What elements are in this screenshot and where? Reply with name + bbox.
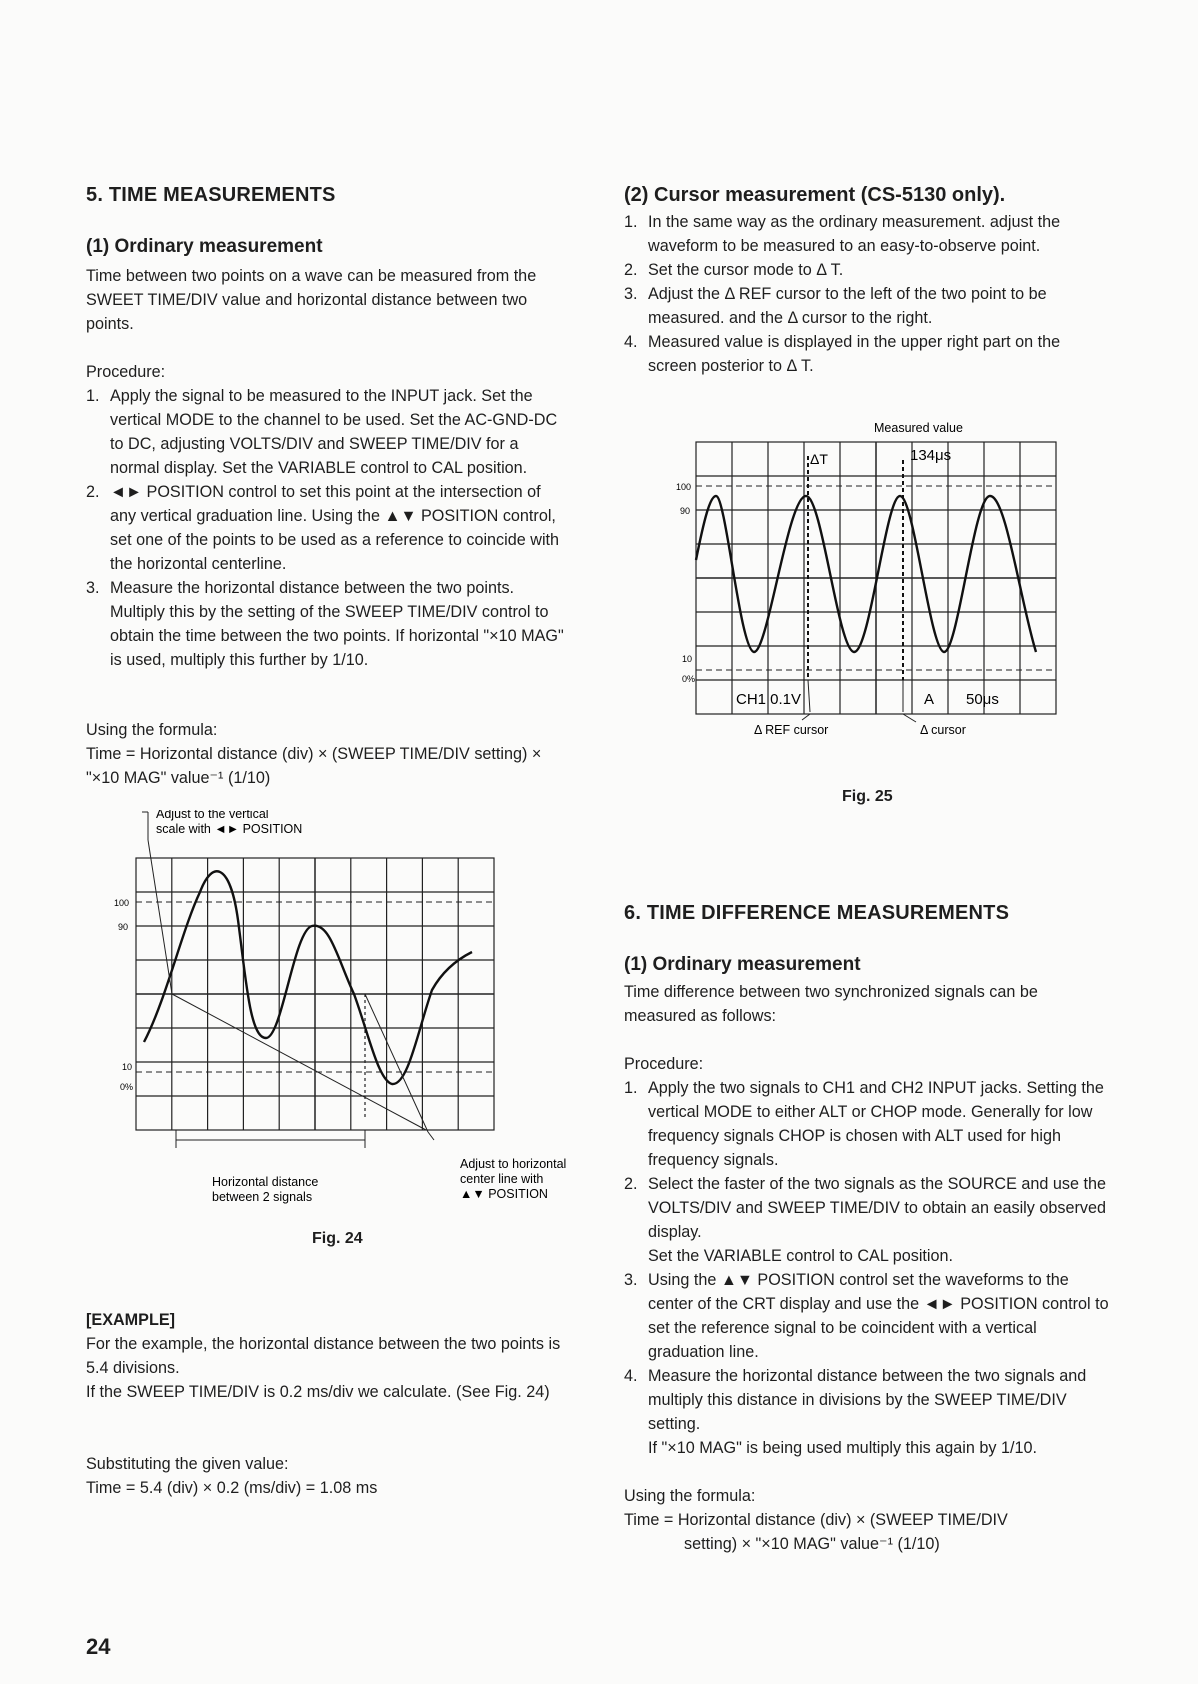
- step-number: 3.: [624, 1271, 638, 1289]
- fig25-label-100: 100: [676, 482, 692, 492]
- fig24-label-10: 10: [122, 1062, 133, 1072]
- step-number: 3.: [86, 579, 100, 597]
- step-text: Set the cursor mode to Δ T.: [648, 261, 844, 279]
- step-text: If "×10 MAG" is being used multiply this again by 1/10.: [648, 1439, 1037, 1457]
- list-item: [624, 258, 1104, 282]
- list-item: [624, 1268, 1112, 1364]
- section6-formula-line-1: Time = Horizontal distance (div) × (SWEEP TIME/DIV: [624, 1511, 1008, 1529]
- section5-steps: [86, 384, 570, 672]
- list-item: [624, 1364, 1112, 1436]
- step-text: Measure the horizontal distance between the two points. Multiply this by the setting of the SWEEP TIME/DIV control to obtain the time between the two points. If horizontal "×10 MAG" is used, multiply this further by 1/10.: [110, 579, 564, 669]
- fig25-ref-cursor-label: Δ REF cursor: [754, 723, 829, 737]
- fig24-label-adjust-h-3: ▲▼ POSITION: [460, 1187, 548, 1201]
- list-item: [624, 282, 1104, 330]
- example-label: [EXAMPLE]: [86, 1311, 176, 1329]
- fig25-label-10: 10: [682, 654, 693, 664]
- fig25-waveform: [696, 496, 1036, 652]
- step-number: 2.: [624, 261, 638, 279]
- step-number: 1.: [624, 1079, 638, 1097]
- list-item: [624, 1436, 1112, 1460]
- step-number: 1.: [86, 387, 100, 405]
- fig24-label-hdist-1: Horizontal distance: [212, 1175, 319, 1189]
- step-text: Measured value is displayed in the upper right part on the screen posterior to Δ T.: [648, 333, 1061, 375]
- fig25-delta-t: ΔT: [810, 451, 828, 467]
- fig24-label-90: 90: [118, 922, 129, 932]
- fig24-caption: Fig. 24: [312, 1230, 363, 1247]
- fig25-timebase: 50μs: [966, 691, 999, 708]
- section5-sub2-heading: (2) Cursor measurement (CS-5130 only).: [624, 184, 1006, 206]
- list-item: [86, 576, 570, 672]
- step-text: Select the faster of the two signals as the SOURCE and use the VOLTS/DIV and SWEEP TIME/DIV to obtain an easily observed display.: [648, 1175, 1106, 1241]
- step-number: 2.: [86, 483, 100, 501]
- section6-formula-line-2: setting) × "×10 MAG" value⁻¹ (1/10): [684, 1535, 940, 1553]
- step-text: Apply the signal to be measured to the INPUT jack. Set the vertical MODE to the channel to be used. Set the AC-GND-DC to DC, adjusting VOLTS/DIV and SWEEP TIME/DIV for a normal display. Set the VARIABLE control to CAL position.: [110, 387, 558, 477]
- list-item: [86, 480, 570, 576]
- step-text: Measure the horizontal distance between the two signals and multiply this distance in divisions by the SWEEP TIME/DIV setting.: [648, 1367, 1087, 1433]
- section5-formula: Time = Horizontal distance (div) × (SWEEP TIME/DIV setting) × "×10 MAG" value⁻¹ (1/10): [86, 745, 542, 787]
- fig24-label-100: 100: [114, 898, 130, 908]
- fig25-delta-cursor-label: Δ cursor: [920, 723, 966, 737]
- list-item: [624, 1172, 1112, 1244]
- fig25-label-0: 0%: [682, 674, 696, 684]
- step-text: ◄► POSITION control to set this point at the intersection of any vertical graduation line. Using the ▲▼ POSITION control, set one of the points to be used as a reference to coincide with the horizontal centerline.: [110, 483, 560, 573]
- step-number: 4.: [624, 1367, 638, 1385]
- step-number: 2.: [624, 1175, 638, 1193]
- fig25-label-90: 90: [680, 506, 691, 516]
- fig24-label-adjust-h-1: Adjust to horizontal: [460, 1157, 567, 1171]
- step-text: In the same way as the ordinary measurement. adjust the waveform to be measured to an easy-to-observe point.: [648, 213, 1061, 255]
- fig24-label-0: 0%: [120, 1082, 134, 1092]
- step-text: Using the ▲▼ POSITION control set the waveforms to the center of the CRT display and use the ◄► POSITION control to set the reference signal to be coincident with a vertical graduation line.: [648, 1271, 1109, 1361]
- fig25-leader-lines: [802, 680, 916, 722]
- step-number: 3.: [624, 285, 638, 303]
- example-text-2: If the SWEEP TIME/DIV is 0.2 ms/div we calculate. (See Fig. 24): [86, 1383, 550, 1401]
- step-number: 4.: [624, 333, 638, 351]
- fig25-ch1-readout: CH1 0.1V: [736, 691, 802, 708]
- fig25-a-label: A: [924, 691, 935, 708]
- fig24-graticule: [136, 858, 494, 1130]
- list-item: [624, 1076, 1112, 1172]
- fig24-label-adjust-h-2: center line with: [460, 1172, 544, 1186]
- subst-label: Substituting the given value:: [86, 1455, 289, 1473]
- subst-formula: Time = 5.4 (div) × 0.2 (ms/div) = 1.08 ms: [86, 1479, 378, 1497]
- fig24-label-adjust-vertical: Adjust to the vertical: [156, 810, 269, 821]
- section5-2-steps: [624, 210, 1104, 378]
- section5-intro: Time between two points on a wave can be measured from the SWEET TIME/DIV value and horizontal distance between two points.: [86, 267, 537, 333]
- list-item: [624, 1244, 1112, 1268]
- fig24-label-hdist-2: between 2 signals: [212, 1190, 313, 1204]
- fig25-reading: 134μs: [910, 447, 952, 464]
- section5-heading: 5. TIME MEASUREMENTS: [86, 184, 336, 206]
- section5-formula-label: Using the formula:: [86, 721, 218, 739]
- section6-formula-label: Using the formula:: [624, 1487, 756, 1505]
- step-text: Set the VARIABLE control to CAL position.: [648, 1247, 954, 1265]
- section6-procedure-label: Procedure:: [624, 1055, 704, 1073]
- section6-sub1-heading: (1) Ordinary measurement: [624, 954, 861, 975]
- list-item: [624, 210, 1104, 258]
- step-text: Apply the two signals to CH1 and CH2 INPUT jacks. Setting the vertical MODE to either ALT or CHOP mode. Generally for low frequency signals CHOP is chosen with ALT used for high frequency signals.: [648, 1079, 1104, 1169]
- step-number: 1.: [624, 213, 638, 231]
- example-text-1: For the example, the horizontal distance between the two points is 5.4 divisions.: [86, 1335, 561, 1377]
- list-item: [86, 384, 570, 480]
- section6-heading: 6. TIME DIFFERENCE MEASUREMENTS: [624, 902, 1010, 924]
- fig25-caption: Fig. 25: [842, 788, 893, 805]
- section6-intro: Time difference between two synchronized signals can be measured as follows:: [624, 983, 1038, 1025]
- fig25-measured-value-label: Measured value: [874, 421, 963, 435]
- step-text: Adjust the Δ REF cursor to the left of the two point to be measured. and the Δ cursor to the right.: [648, 285, 1047, 327]
- fig24-oscilloscope-diagram: [86, 810, 606, 1230]
- section5-procedure-label: Procedure:: [86, 363, 166, 381]
- fig24-label-adjust-vertical-2: scale with ◄► POSITION: [156, 822, 303, 836]
- section5-sub1-heading: (1) Ordinary measurement: [86, 236, 323, 257]
- fig25-oscilloscope-diagram: [660, 420, 1080, 760]
- list-item: [624, 330, 1104, 378]
- section6-steps: [624, 1076, 1112, 1460]
- page-number: 24: [86, 1634, 111, 1659]
